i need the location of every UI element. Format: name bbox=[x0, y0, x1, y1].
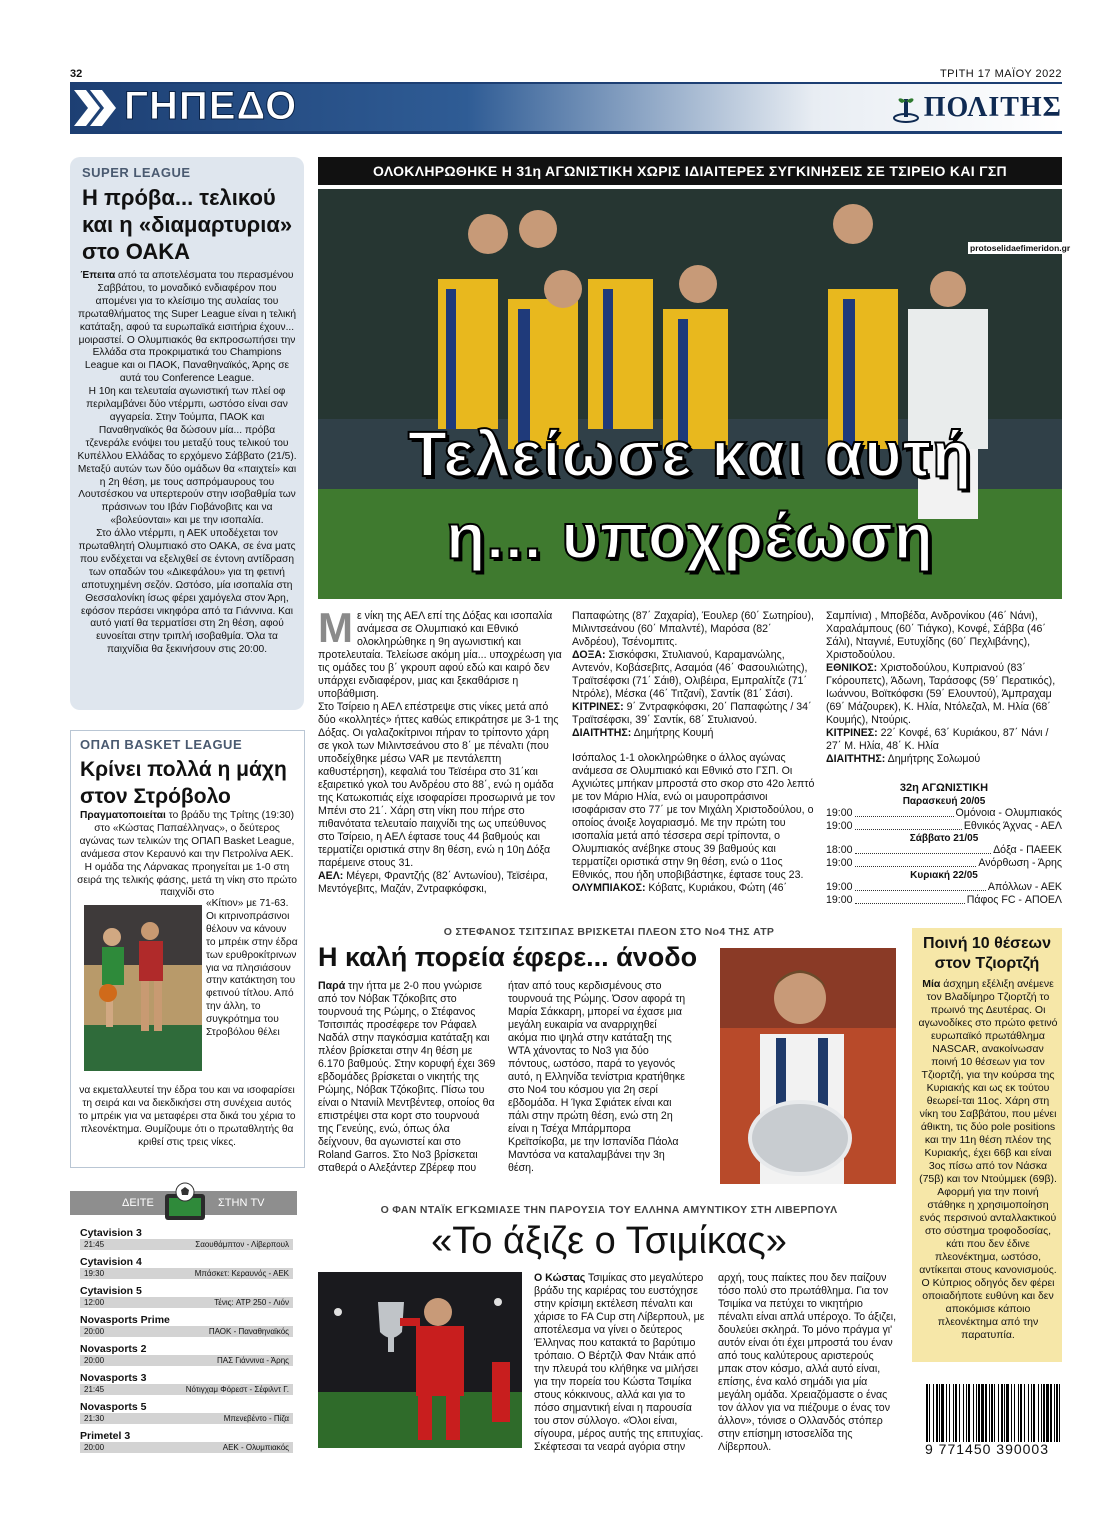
barcode-bar bbox=[933, 1384, 934, 1442]
barcode-bar bbox=[1014, 1384, 1015, 1442]
tv-soccer-icon bbox=[162, 1182, 208, 1222]
barcode-bar bbox=[953, 1384, 954, 1442]
basket-headline: Κρίνει πολλά η μάχη στον Στρόβολο bbox=[80, 758, 287, 808]
barcode-bar bbox=[963, 1384, 964, 1442]
tv-match: Μπάσκετ: Κεραυνός - ΑΕΚ bbox=[194, 1269, 289, 1278]
barcode-bar bbox=[1018, 1384, 1019, 1442]
tennis-column-2: ήταν από τους κερδισμένους στο τουρνουά της Ρώμης. Όσον αφορά τη Μαρία Σάκκαρη, μπορεί να έχασε μια μεγάλη ευκαιρία να αναρριχηθεί ακόμα πιο ψηλά στην κατάταξη της WTA χάνοντας το Νο3 για δύο πόντους, ωστόσο, παρά το γεγονός αυτό, η Ελληνίδα τενίστρια κρατήθηκε στο Νο4 του κόσμου για 2η σερί εβδομάδα. Η Ίγκα Σφιάτεκ είναι και πάλι στην πρώτη θέση, ενώ στη 2η είναι η Τσέχα Μπάρμπορα Κρεϊτσίκοβα, με την Ισπανίδα Πάολα Μαντόσα να καταλαμβάνει την 3η θέση. bbox=[508, 980, 686, 1174]
section-band-rule bbox=[70, 131, 1062, 134]
barcode-bar bbox=[991, 1384, 993, 1442]
schedule-game bbox=[826, 820, 1062, 833]
tv-program-row bbox=[80, 1268, 293, 1279]
super-league-kicker: SUPER LEAGUE bbox=[82, 165, 191, 180]
issue-date: ΤΡΙΤΗ 17 ΜΑΪΟΥ 2022 bbox=[939, 68, 1062, 80]
referee-label: ΔΙΑΙΤΗΤΗΣ: bbox=[572, 727, 632, 739]
barcode-bar bbox=[968, 1384, 970, 1442]
barcode-bar bbox=[1006, 1384, 1009, 1442]
tennis-column-1 bbox=[318, 980, 496, 1175]
schedule-day: Παρασκευή 20/05 bbox=[902, 796, 986, 807]
barcode-bar bbox=[1031, 1384, 1032, 1442]
tv-channel: Cytavision 3 bbox=[80, 1227, 142, 1239]
game-match: Εθνικός Άχνας - ΑΕΛ bbox=[963, 820, 1062, 832]
game-match: Απόλλων - ΑΕΚ bbox=[987, 881, 1062, 893]
tv-header-left: ΔΕΙΤΕ bbox=[122, 1197, 154, 1209]
tv-listing bbox=[80, 1227, 293, 1459]
barcode-bar bbox=[1001, 1384, 1003, 1442]
dot-leader bbox=[855, 820, 962, 830]
newspaper-logo bbox=[892, 90, 1062, 126]
page-number: 32 bbox=[70, 68, 83, 80]
dropcap: Μ bbox=[318, 604, 353, 651]
dot-leader bbox=[855, 894, 965, 904]
game-match: Δόξα - ΠΑΕΕΚ bbox=[993, 844, 1062, 856]
tv-match: ΠΑΣ Γιάννινα - Άρης bbox=[216, 1356, 289, 1365]
tv-program-row bbox=[80, 1326, 293, 1337]
tv-match: ΑΕΚ - Ολυμπιακός bbox=[222, 1443, 289, 1452]
chevron-right-icon bbox=[74, 90, 116, 126]
game-match: Ανόρθωση - Άρης bbox=[978, 857, 1062, 869]
dot-leader bbox=[855, 857, 977, 867]
barcode-bar bbox=[941, 1384, 944, 1442]
tv-time: 12:00 bbox=[84, 1298, 105, 1307]
schedule-game bbox=[826, 844, 1062, 857]
schedule-game bbox=[826, 857, 1062, 870]
tv-header-right: ΣΤΗΝ TV bbox=[218, 1197, 265, 1209]
yellow-cards-2: 22΄ Κονφέ, 63΄ Κυριάκου, 87΄ Νάνι / 27΄ Μ. Ηλία, 48΄ Κ. Ηλία bbox=[826, 727, 1049, 752]
penalty-text: άσχημη εξέλιξη ανέμενε τον Βλαδίμηρο Τζιορτζή το πρωινό της Δευτέρας. Οι αγωνοδίκες στο πρώτο φετινό ευρωπαϊκό πρωτάθλημα NASCAR, ανακοίνωσαν ποινή 10 θέσεων για τον Τζιορτζή, για την κούρσα της Κυριακής και ως εκ τούτου θεωρεί-ται 11ος. Χάρη στη νίκη του Σαββάτου, που μένει άθικτη, τις δύο pole positions και την 11η θέση πλέον της Κυριακής, έχει 66β και είναι 3ος πίσω από τον Νάσκα (75β) και τον Ντούμμεκ (69β). Αφορμή για την ποινή στάθηκε η χρησιμοποίηση ενός περσινού ανταλλακτικού στο σύστημα τροφοδοσίας, κάτι που δεν έδινε πλεονέκτημα, ωστόσο, αντίκειται στους κανονισμούς. Ο Κύπριος οδηγός δεν φέρει οποιαδήποτε ευθύνη και δεν αποκόμισε κάποιο πλεονέκτημα από την παρατυπία. bbox=[918, 978, 1058, 1341]
barcode-bar bbox=[1041, 1384, 1042, 1442]
tv-channel: Primetel 3 bbox=[80, 1430, 131, 1442]
top-story-bar: ΟΛΟΚΛΗΡΩΘΗΚΕ Η 31η ΑΓΩΝΙΣΤΙΚΗ ΧΩΡΙΣ ΙΔΙΑΙΤΕΡΕΣ ΣΥΓΚΙΝΗΣΕΙΣ ΣΕ ΤΣΙΡΕΙΟ ΚΑΙ ΓΣΠ bbox=[318, 157, 1062, 185]
schedule-game bbox=[826, 894, 1062, 907]
barcode-bar bbox=[1033, 1384, 1035, 1442]
super-league-headline: Η πρόβα... τελικού και η «διαμαρτυρια» στο ΟΑΚΑ bbox=[82, 185, 293, 264]
olympiakos-lineup: Κόβατς, Κυριάκου, Φώτη (46΄ bbox=[645, 882, 788, 894]
barcode-bar bbox=[929, 1384, 930, 1442]
tsimikas-headline: «Το άξιζε ο Τσιμίκας» bbox=[431, 1220, 787, 1262]
penalty-headline: Ποινή 10 θέσεων στον Τζιορτζή bbox=[923, 935, 1051, 972]
game-time: 18:00 bbox=[826, 844, 853, 856]
barcode-bar bbox=[959, 1384, 960, 1442]
barcode-bar bbox=[949, 1384, 950, 1442]
schedule-game bbox=[826, 807, 1062, 820]
main-col1-text: ε νίκη της ΑΕΛ επί της Δόξας και ισοπαλία ανάμεσα σε Ολυμπιακό και Εθνικό ολοκληρώθηκε η 9η αγωνιστική και προτελευταία. Τελείωσε ακόμη μία... υποχρέωση για τις ομάδες του β΄ γκρουπ αφού εδώ και καιρό δεν υπάρχει ενδιαφέρον, μιας και ξεκαθάρισε η υποβάθμιση. bbox=[318, 610, 562, 700]
tv-program-row bbox=[80, 1384, 293, 1395]
super-league-para-2: Η 10η και τελευταία αγωνιστική των πλεί οφ περιλαμβάνει δύο ντέρμπι, ωστόσο είναι σαν αγγαρεία. Στην Τούμπα, ΠΑΟΚ και Παναθηναϊκός θα δώσουν μία... πρόβα τζενεράλε ενόψει του μεταξύ τους τελικού του Κυπέλλου Ελλάδας το ερχόμενο Σάββατο (21/5). Μεταξύ αυτών των δύο ομάδων θα «παιχτεί» και η 2η θέση, με τους ασπρόμαυρους του Λουτσέσκου να υπερτερούν στην ισοβαθμία των πράσινων του Ιβάν Γιοβάνοβιτς και να «βολεύονται» και με την ισοπαλία. bbox=[77, 386, 297, 527]
basketball-photo bbox=[84, 905, 202, 1071]
penalty-body bbox=[918, 978, 1058, 1342]
ael-label: ΑΕΛ: bbox=[318, 870, 344, 882]
basket-lead: Πραγματοποιείται bbox=[80, 810, 166, 821]
main-col3-para-1: Σαμπίνια) , Μποβέδα, Ανδρονίκου (46΄ Νάνι), Χαραλάμπους (60΄ Τιάγκο), Κονφέ, Σάββα (46΄ Σάλι), Νταγνιέ, Ευτυχίδης (60΄ Πεχλιβάνης), Χριστοδούλου. bbox=[826, 610, 1046, 661]
barcode-bar bbox=[976, 1384, 977, 1442]
doxa-label: ΔΟΞΑ: bbox=[572, 649, 606, 661]
tennis-col1-text: την ήττα με 2-0 που γνώρισε από τον Νόβακ Τζόκοβιτς στο τουρνουά της Ρώμης, ο Στέφανος Τσιτσιπάς προσέφερε τον Ράφαελ Ναδάλ στην παγκόσμια κατάταξη και πλέον βρίσκεται στην 4η θέση με 6.170 βαθμούς. Στην κορυφή έχει 369 εβδομάδες βρίσκεται ο νικητής της Ρώμης, Νόβακ Τζόκοβιτς. Πίσω του είναι ο Ντανιίλ Μεντβέντεφ, οποίος θα επιστρέψει στα κορτ στο τουρνουά της Γενεύης, ενώ, όπως όλα δείχνουν, θα αγωνιστεί και στο Roland Garros. Στο Νο3 βρίσκεται σταθερά ο Αλεξάντερ Ζβέρεφ που bbox=[318, 980, 496, 1174]
barcode-number: 9 771450 390003 bbox=[925, 1441, 1049, 1457]
schedule-list bbox=[826, 796, 1062, 907]
olympiakos-label: ΟΛΥΜΠΙΑΚΟΣ: bbox=[572, 882, 646, 894]
barcode-bar bbox=[994, 1384, 995, 1442]
tv-match: Σαουθάμπτον - Λίβερπουλ bbox=[195, 1240, 289, 1249]
tv-program-row bbox=[80, 1413, 293, 1424]
tv-time: 19:30 bbox=[84, 1269, 105, 1278]
yellow-cards-label: ΚΙΤΡΙΝΕΣ: bbox=[572, 701, 624, 713]
barcode-bar bbox=[955, 1384, 957, 1442]
tv-channel: Novasports Prime bbox=[80, 1314, 170, 1326]
barcode-bar bbox=[1028, 1384, 1029, 1442]
barcode-bar bbox=[1004, 1384, 1005, 1442]
barcode-bar bbox=[1024, 1384, 1025, 1442]
main-col1-para-2: Στο Τσίρειο η ΑΕΛ επέστρεψε στις νίκες μετά από δύο «κολλητές» ήττες καθώς επικράτησε με 3-1 της Δόξας. Οι γαλαζοκίτρινοι πήραν το τρίποντο χάρη σε γκολ των Μιλιντσεάνου στο 8΄ με πέναλτι (που υποδείχθηκε μέσω VAR με πεντάλεπτη καθυστέρηση), κεφαλιά του Τεϊσέιρα στο 31΄και εξαιρετικό γκολ του Ανδρέου στο 88΄, ενώ η ομάδα της Κατωκοπιάς είχε ισοφαρίσει προσωρινά με τον Μπένι στο 21΄. Χάρη στη νίκη που πήρε στο πιθανότατα τελευταίο παιχνίδι της ως υπεύθυνος στο Τσίρειο, η ΑΕΛ έφτασε τους 44 βαθμούς και τερματίζει οριστικά στην 8η θέση, ενώ η 10η Δόξα παρέμεινε στους 31. bbox=[318, 701, 559, 869]
barcode-bar bbox=[1043, 1384, 1045, 1442]
game-time: 19:00 bbox=[826, 807, 853, 819]
barcode-bar bbox=[1054, 1384, 1055, 1442]
tv-match: Μπενεβέντο - Πίζα bbox=[223, 1414, 289, 1423]
tsimikas-kicker: Ο ΦΑΝ ΝΤΑΪΚ ΕΓΚΩΜΙΑΣΕ ΤΗΝ ΠΑΡΟΥΣΙΑ ΤΟΥ ΕΛΛΗΝΑ ΑΜΥΝΤΙΚΟΥ ΣΤΗ ΛΙΒΕΡΠΟΥΛ bbox=[380, 1204, 838, 1216]
game-time: 19:00 bbox=[826, 857, 853, 869]
tv-time: 21:45 bbox=[84, 1385, 105, 1394]
tsimikas-photo bbox=[318, 1272, 522, 1448]
barcode-bar bbox=[981, 1384, 984, 1442]
barcode-bar bbox=[978, 1384, 980, 1442]
tv-time: 20:00 bbox=[84, 1327, 105, 1336]
tv-match: Νότιγχαμ Φόρεστ - Σέφιλντ Γ. bbox=[185, 1385, 289, 1394]
game-time: 19:00 bbox=[826, 894, 853, 906]
dot-leader bbox=[855, 844, 992, 854]
logo-wordmark: ΠΟΛΙΤΗΣ bbox=[923, 92, 1062, 123]
barcode-bar bbox=[946, 1384, 947, 1442]
tv-channel: Cytavision 5 bbox=[80, 1285, 142, 1297]
tennis-player-photo bbox=[720, 948, 896, 1184]
basket-text-top: το βράδυ της Τρίτης (19:30) στο «Κώστας Παπαέλληνας», ο δεύτερος αγώνας των τελικών της ΟΠΑΠ Basket League, ανάμεσα στον Κεραυνό και την Πετρολίνα ΑΕΚ. Η ομάδα της Λάρνακας προηγείται με 1-0 στη σειρά της τελικής φάσης, μετά τη νίκη στο πρώτο παιχνίδι στο bbox=[77, 810, 297, 899]
tv-channel: Cytavision 4 bbox=[80, 1256, 142, 1268]
ethnikos-lineup: Χριστοδούλου, Κυπριανού (83΄ Γκόρουπετς), Άδωνη, Ταράσοφς (59΄ Περατικός), Ιωάννου, Βοϊτκόφσκι (59΄ Ελουντού), Άμπραχαμ (69΄ Μάζουρεκ), Κ. Ηλία, Ντόλεζαλ, Μ. Ηλία (68΄ Κουμής), Ντούρις. bbox=[826, 662, 1056, 726]
tv-time: 20:00 bbox=[84, 1443, 105, 1452]
main-column-3 bbox=[826, 610, 1062, 766]
barcode-bar bbox=[989, 1384, 990, 1442]
barcode-bar bbox=[1056, 1384, 1058, 1442]
barcode-bar bbox=[939, 1384, 940, 1442]
super-league-lead: Έπειτα bbox=[80, 270, 116, 281]
game-match: Ομόνοια - Ολυμπιακός bbox=[955, 807, 1062, 819]
game-time: 19:00 bbox=[826, 881, 853, 893]
watermark: protoselidaefimeridon.gr bbox=[970, 243, 1071, 253]
penalty-lead: Μία bbox=[922, 978, 941, 990]
main-column-2 bbox=[572, 610, 816, 895]
tv-time: 21:45 bbox=[84, 1240, 105, 1249]
super-league-body bbox=[77, 270, 297, 657]
tennis-lead: Παρά bbox=[318, 980, 346, 992]
main-col2-para-1: Παπαφώτης (87΄ Ζαχαρία), Έουλερ (60΄ Σωτηρίου), Μιλιντσεάνου (60΄ Μπαλντέ), Μαρόσα (82΄ Ανδρέου), Τσένομπιτς. bbox=[572, 610, 814, 648]
ethnikos-label: ΕΘΝΙΚΟΣ: bbox=[826, 662, 878, 674]
schedule-day: Σάββατο 21/05 bbox=[909, 833, 979, 844]
tennis-kicker: Ο ΣΤΕΦΑΝΟΣ ΤΣΙΤΣΙΠΑΣ ΒΡΙΣΚΕΤΑΙ ΠΛΕΟΝ ΣΤΟ Νο4 ΤΗΣ ATP bbox=[443, 926, 775, 938]
tv-match: Τένις: ATP 250 - Λιόν bbox=[214, 1298, 289, 1307]
barcode-bar bbox=[985, 1384, 987, 1442]
doxa-lineup: Σισκόφσκι, Στυλιανού, Καραμανώλης, Αντενόν, Κοβάσεβιτς, Ασαμόα (46΄ Φασουλιώτης), Τραϊτσέφσκι (71΄ Σάιθ), Ολιβέιρα, Εμπραλίτζε (71΄ Ντρόλε), Μέσκα (46΄ Τιτζανί), Σαντίκ (81΄ Σάσι). bbox=[572, 649, 808, 700]
barcode-bar bbox=[926, 1384, 928, 1442]
barcode-bar bbox=[1011, 1384, 1012, 1442]
barcode bbox=[924, 1384, 1062, 1442]
main-headline-line-2: η... υποχρέωση bbox=[446, 500, 934, 572]
tv-match: ΠΑΟΚ - Παναθηναϊκός bbox=[208, 1327, 289, 1336]
yellow-cards-label-2: ΚΙΤΡΙΝΕΣ: bbox=[826, 727, 878, 739]
game-time: 19:00 bbox=[826, 820, 853, 832]
logo-emblem-icon bbox=[892, 93, 920, 123]
barcode-bar bbox=[1020, 1384, 1022, 1442]
barcode-bar bbox=[1038, 1384, 1039, 1442]
tv-program-row bbox=[80, 1355, 293, 1366]
game-match: Πάφος FC - ΑΠΟΕΛ bbox=[966, 894, 1062, 906]
basket-body-top bbox=[77, 810, 297, 900]
yellow-cards-1: 9΄ Ζντραφκόφσκι, 20΄ Παπαφώτης / 34΄ Τραϊτσέφσκι, 39΄ Σαντίκ, 68΄ Στυλιανού. bbox=[572, 701, 812, 726]
super-league-para-1: από τα αποτελέσματα του περασμένου Σαββάτου, το μοναδικό ενδιαφέρον που απομένει για το κλείσιμο της αυλαίας του πρωταθλήματος της Super League είναι η τελική κατάταξη, αφού τα ευρωπαϊκά εισιτήρια έχουν... μοιραστεί. Ο Ολυμπιακός θα εκπροσωπήσει την Ελλάδα στα προκριματικά του Champions League και οι ΠΑΟΚ, Παναθηναϊκός, Άρης σε αυτά του Conference League. bbox=[77, 270, 296, 385]
section-title: ΓΗΠΕΔΟ bbox=[124, 84, 298, 128]
barcode-bar bbox=[966, 1384, 967, 1442]
barcode-bar bbox=[1050, 1384, 1052, 1442]
tsimikas-lead: Ο Κώστας bbox=[534, 1272, 586, 1284]
barcode-bar bbox=[936, 1384, 938, 1442]
dot-leader bbox=[855, 807, 954, 817]
referee-label-2: ΔΙΑΙΤΗΤΗΣ: bbox=[826, 753, 886, 765]
tv-program-row bbox=[80, 1239, 293, 1250]
tsimikas-col1-text: Τσιμίκας στο μεγαλύτερο βράδυ της καριέρας του ευστόχησε στην κρίσιμη εκτέλεση πέναλτι και χάρισε το FA Cup στη Λίβερπουλ, με αποτέλεσμα να γίνει ο δεύτερος Έλληνας που κατακτά το βαρύτιμο τρόπαιο. Ο Βέρτζιλ Φαν Ντάικ από την πλευρά του κλήθηκε να μιλήσει για την πορεία του Κώστα Τσιμίκα στους κόκκινους, αλλά και για το πόσο σημαντική είναι η παρουσία του στον σύλλογο. «Όλοι είναι, σίγουρα, μέρος αυτής της επιτυχίας. Σκέφτεσαι τα νεαρά αγόρια στην bbox=[534, 1272, 705, 1453]
tsimikas-column-2: αρχή, τους παίκτες που δεν παίζουν τόσο πολύ στο πρωτάθλημα. Για τον Τσιμίκα να πετύχει το νικητήριο πέναλτι είναι απλά υπέροχο. Το άξιζει, δουλεύει σκληρά. Το μόνο πράγμα γι' αυτόν είναι ότι έχει μπροστά του έναν από τους καλύτερους αριστερούς μπακ στον κόσμο, αλλά αυτό είναι, επίσης, ένα καλό σημάδι για μία μεγάλη ομάδα. Χρειαζόμαστε ο ένας τον άλλον για να πιέζουμε ο ένας τον άλλον», τόνισε ο Ολλανδός στόπερ στην επίσημη ιστοσελίδα της Λίβερπουλ. bbox=[718, 1272, 897, 1453]
dot-leader bbox=[855, 881, 986, 891]
tv-time: 20:00 bbox=[84, 1356, 105, 1365]
schedule-game bbox=[826, 881, 1062, 894]
referee-1: Δημήτρης Κουμή bbox=[631, 727, 714, 739]
barcode-bar bbox=[1059, 1384, 1060, 1442]
tennis-headline: Η καλή πορεία έφερε... άνοδο bbox=[318, 942, 698, 972]
basket-kicker: ΟΠΑΠ BASKET LEAGUE bbox=[80, 737, 243, 752]
schedule-title: 32η ΑΓΩΝΙΣΤΙΚΗ bbox=[899, 782, 989, 794]
tv-channel: Novasports 2 bbox=[80, 1343, 147, 1355]
super-league-para-3: Στο άλλο ντέρμπι, η ΑΕΚ υποδέχεται τον πρωταθλητή Ολυμπιακό στο ΟΑΚΑ, σε ένα ματς που ενδέχεται να εξελιχθεί σε έντονη αντίδραση των οπαδών του «Δικεφάλου» για τη φετινή αποτυχημένη σεζόν. Ωστόσο, μία ισοπαλία στη Θεσσαλονίκη ίσως φέρει χαμόγελα στον Άρη, εφόσον περάσει νικηφόρα από τα Γιάννινα. Και αυτό γιατί θα τερματίσει στη 2η θέση, αφού ευνοείται στην τριπλή ισοβαθμία. Όλα τα παιχνίδια θα ξεκινήσουν στις 20:00. bbox=[78, 528, 296, 656]
referee-2: Δημήτρης Σολωμού bbox=[885, 753, 981, 765]
basket-body-side: «Κίτιον» με 71-63. Οι κιτρινοπράσινοι θέλουν να κάνουν το μπρέικ στην έδρα των ερυθροκίτρινων για να πλησιάσουν στην κατάκτηση του φετινού τίτλου. Από την άλλη, το συγκρότημα του Στροβόλου θέλει bbox=[206, 898, 298, 1039]
schedule-day: Κυριακή 22/05 bbox=[910, 870, 978, 881]
tv-program-row bbox=[80, 1442, 293, 1453]
tsimikas-column-1 bbox=[534, 1272, 708, 1454]
main-col2-para-2: Ισόπαλος 1-1 ολοκληρώθηκε ο άλλος αγώνας ανάμεσα σε Ολυμπιακό και Εθνικό στο ΓΣΠ. Οι Αχνιώτες μπήκαν μπροστά στο σκορ στο 42ο λεπτό με τον Μάριο Ηλία, ενώ οι μαυροπράσινοι ισοφάρισαν στο 77΄ με τον Μιχάλη Χριστοδούλου, ο οποίος άνοιξε λογαριασμό. Με την πρώτη του ισοπαλία μετά από τέσσερα σερί τρίποντα, ο Ολυμπιακός ανέβηκε στους 39 βαθμούς και τερματίζει οριστικά στην 9η θέση, ενώ ο 11ος Εθνικός, που ήδη υποβιβάστηκε, έφτασε τους 23. bbox=[572, 752, 815, 881]
basket-body-bottom: να εκμεταλλευτεί την έδρα του και να ισοφαρίσει τη σειρά και να διεκδικήσει στη συνέχεια αυτός το μπρέικ για να μεταφέρει στα δικά του χέρια το πλεονέκτημα. Θυμίζουμε ότι ο πρωταθλητής θα κριθεί στις τρεις νίκες. bbox=[78, 1085, 296, 1148]
tv-channel: Novasports 5 bbox=[80, 1401, 147, 1413]
barcode-bar bbox=[998, 1384, 999, 1442]
main-column-1 bbox=[318, 604, 562, 896]
tv-program-row bbox=[80, 1297, 293, 1308]
tv-channel: Novasports 3 bbox=[80, 1372, 147, 1384]
tv-time: 21:30 bbox=[84, 1414, 105, 1423]
main-headline-line-1: Τελείωσε και αυτή bbox=[407, 418, 973, 490]
barcode-bar bbox=[973, 1384, 974, 1442]
barcode-bar bbox=[1046, 1384, 1049, 1442]
ael-lineup: Μέγερι, Φραντζής (82΄ Αντωνίου), Τεϊσέιρα, Μεντόγεβιτς, Μαζάν, Ζντραφκόφσκι, bbox=[318, 870, 548, 895]
